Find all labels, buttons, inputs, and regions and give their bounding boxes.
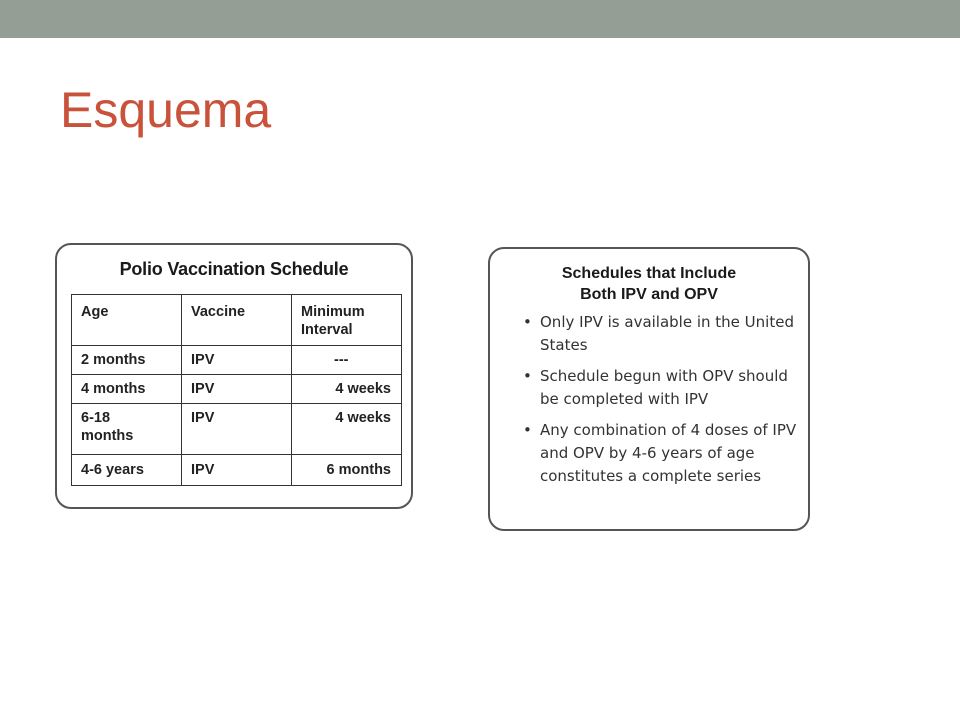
table-row xyxy=(72,375,402,404)
list-item xyxy=(512,311,797,357)
ipv-opv-title-line1: Schedules that Include xyxy=(561,265,737,282)
list-item xyxy=(512,419,797,488)
ipv-opv-bullet-list xyxy=(512,311,797,496)
cell-age-text: 6-18 months xyxy=(81,410,134,444)
bullet-text: Any combination of 4 doses of IPV and OPV by 4-6 years of age constitutes a complete series xyxy=(540,421,797,485)
ipv-opv-card xyxy=(488,247,810,531)
bullet-text: Only IPV is available in the United States xyxy=(540,313,794,354)
polio-schedule-title: Polio Vaccination Schedule xyxy=(119,259,349,279)
bullet-icon: • xyxy=(523,313,532,331)
header-minimum-interval-text: Minimum Interval xyxy=(301,304,365,338)
top-accent-bar xyxy=(0,0,960,38)
polio-schedule-card xyxy=(55,243,413,509)
cell-interval: --- xyxy=(292,346,402,375)
list-item xyxy=(512,365,797,411)
cell-vaccine: IPV xyxy=(182,346,292,375)
cell-vaccine: IPV xyxy=(182,404,292,455)
table-header-row xyxy=(72,295,402,346)
cell-interval: 4 weeks xyxy=(292,404,402,455)
bullet-icon: • xyxy=(523,367,532,385)
bullet-icon: • xyxy=(523,421,532,439)
cell-vaccine: IPV xyxy=(182,375,292,404)
ipv-opv-title-line2: Both IPV and OPV xyxy=(580,286,718,303)
table-row xyxy=(72,455,402,486)
cell-interval: 6 months xyxy=(292,455,402,486)
ipv-opv-title xyxy=(490,263,808,305)
header-minimum-interval xyxy=(292,295,402,346)
bullet-text: Schedule begun with OPV should be completed with IPV xyxy=(540,367,788,408)
cell-age xyxy=(72,404,182,455)
cell-vaccine: IPV xyxy=(182,455,292,486)
table-row xyxy=(72,346,402,375)
table-row xyxy=(72,404,402,455)
cell-interval: 4 weeks xyxy=(292,375,402,404)
polio-schedule-table xyxy=(71,294,402,486)
cell-age: 2 months xyxy=(72,346,182,375)
slide-title: Esquema xyxy=(60,82,272,138)
header-age: Age xyxy=(72,295,182,346)
cell-age: 4 months xyxy=(72,375,182,404)
header-vaccine: Vaccine xyxy=(182,295,292,346)
cell-age: 4-6 years xyxy=(72,455,182,486)
